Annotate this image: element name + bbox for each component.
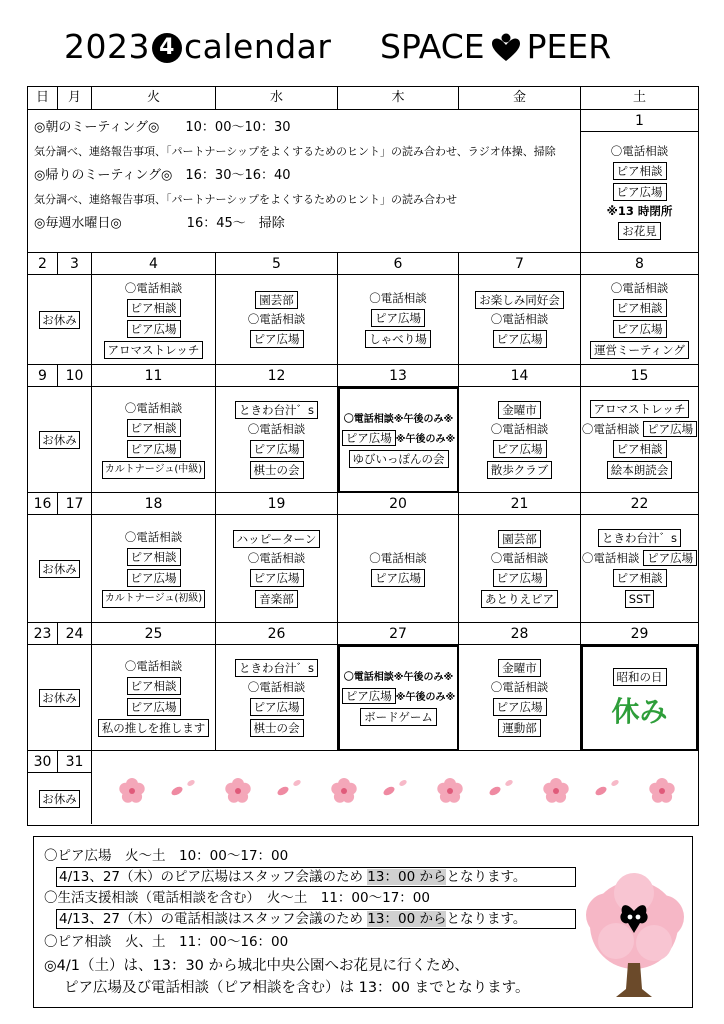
event: しゃべり場 (365, 330, 431, 348)
event: ゆびいっぽんの会 (349, 450, 449, 468)
weekday-fri: 金 (459, 87, 581, 110)
day-cell-13 (338, 387, 459, 493)
event: カルトナージュ(中級) (102, 461, 205, 479)
day-cell-15 (581, 387, 698, 493)
sakura-petal-icon (398, 779, 407, 787)
event: アロマストレッチ (104, 341, 204, 359)
sakura-garland-icon (92, 751, 698, 824)
event: 〇電話相談 (581, 551, 640, 565)
day-number: 12 (216, 365, 338, 387)
off-label: お休み (39, 689, 80, 707)
note-text: となります。 (446, 869, 527, 885)
weekday-sun: 日 (28, 87, 58, 110)
event: 〇電話相談 (247, 550, 306, 565)
event: 〇電話相談 (247, 679, 306, 694)
weekday-sat: 土 (581, 87, 698, 110)
day-cell-18 (92, 515, 216, 623)
weekend-off-cell (28, 387, 92, 493)
event: ピア広場 (371, 569, 425, 587)
event: ピア広場 (342, 688, 396, 704)
event: 〇電話相談 (490, 679, 549, 694)
event: 棋士の会 (250, 719, 304, 737)
off-label: お休み (39, 431, 80, 449)
sakura-petal-icon (594, 785, 608, 797)
day-cell-27 (338, 645, 459, 751)
day-number: 9 (28, 365, 58, 387)
day-number: 19 (216, 493, 338, 515)
event: ピア相談 (127, 677, 181, 695)
day-number: 27 (338, 623, 459, 645)
day-number: 28 (459, 623, 581, 645)
holiday-name: 昭和の日 (613, 668, 667, 686)
event: SST (625, 590, 655, 608)
event: ピア相談 (613, 569, 667, 587)
event: ボードゲーム (360, 708, 437, 726)
event: 〇電話相談 (124, 529, 183, 544)
event: 音楽部 (255, 590, 298, 608)
event-hanami: お花見 (618, 222, 661, 240)
calendar-title (64, 22, 331, 72)
event: 〇電話相談 (581, 422, 640, 436)
event-phone: 〇電話相談 (610, 144, 669, 158)
event: 園芸部 (255, 291, 298, 309)
event: 〇電話相談 (247, 312, 306, 326)
event: カルトナージュ(初級) (102, 590, 205, 608)
cherry-tree-icon (582, 873, 686, 1003)
event: あとりえピア (481, 590, 558, 608)
event: ピア広場 (493, 330, 547, 348)
event: 〇電話相談 (490, 312, 549, 326)
event: アロマストレッチ (590, 400, 690, 418)
event: ときわ台汁゛s (235, 659, 318, 677)
day-number: 26 (216, 623, 338, 645)
day-number: 15 (581, 365, 698, 387)
event: ときわ台汁゛s (598, 529, 681, 547)
meetings-text (34, 116, 556, 236)
evening-meeting-desc: 気分調べ、連絡報告事項、「パートナーシップをよくするためのヒント」の読み合わせ (34, 193, 458, 206)
day-number: 30 (28, 751, 58, 773)
event: ピア相談 (127, 299, 181, 317)
title-word: calendar (183, 27, 332, 66)
event: ピア相談 (127, 548, 181, 566)
off-label: お休み (39, 311, 80, 329)
event: ピア広場 (643, 550, 697, 566)
weekend-off-cell (28, 645, 92, 751)
event: 金曜市 (498, 659, 541, 677)
event: ピア広場 (127, 698, 181, 716)
sakura-petal-icon (610, 779, 619, 787)
title-bar (0, 22, 724, 72)
note-life-support: 〇生活支援相談（電話相談を含む） 火〜土 11：00〜17：00 (44, 890, 430, 906)
event: 〇電話相談 (247, 421, 306, 436)
day-number: 3 (58, 253, 92, 275)
event: 〇電話相談※午後のみ※ (343, 414, 454, 425)
note-highlight: 13：00 から (367, 911, 447, 927)
day-number: 13 (338, 365, 459, 387)
event: ハッピーターン (233, 530, 321, 548)
month-badge: 4 (152, 33, 182, 63)
day-cell-14 (459, 387, 581, 493)
off-label: お休み (39, 560, 80, 578)
meetings-block (28, 110, 581, 253)
sakura-petal-icon (488, 785, 502, 797)
event: ピア相談 (127, 419, 181, 437)
sakura-flower-icon (331, 778, 356, 803)
event: ピア広場 (493, 698, 547, 716)
morning-meeting-desc: 気分調べ、連絡報告事項、「パートナーシップをよくするためのヒント」の読み合わせ、ラジオ体操、掃除 (34, 145, 556, 158)
sakura-petal-icon (504, 779, 513, 787)
day-number: 14 (459, 365, 581, 387)
note-hanami: ◎4/1（土）は、13：30 から城北中央公園へお花見に行くため、 (44, 958, 469, 974)
sakura-flower-icon (543, 778, 568, 803)
event: 〇電話相談 (369, 291, 427, 305)
event: ときわ台汁゛s (235, 401, 318, 419)
event-note: ※午後のみ※ (395, 692, 456, 703)
day-number: 23 (28, 623, 58, 645)
event-note: ※午後のみ※ (395, 434, 456, 445)
day-number: 16 (28, 493, 58, 515)
heart-spade-icon (491, 32, 521, 62)
event: 金曜市 (498, 401, 541, 419)
day-cell-5 (216, 275, 338, 365)
day-number: 5 (216, 253, 338, 275)
event-close-note: ※13 時閉所 (606, 204, 673, 218)
event: 〇電話相談 (124, 658, 183, 673)
sakura-flower-icon (437, 778, 462, 803)
event: お楽しみ同好会 (475, 291, 564, 309)
event: ピア広場 (250, 330, 304, 348)
sakura-decoration (92, 751, 698, 824)
day-number: 22 (581, 493, 698, 515)
note-text: 4/13、27（木）の電話相談はスタッフ会議のため (59, 911, 368, 927)
event: ピア広場 (250, 698, 304, 716)
event: 〇電話相談 (490, 550, 549, 565)
day-number: 1 (581, 110, 698, 132)
event: 運営ミーティング (590, 341, 689, 359)
note-text: 4/13、27（木）のピア広場はスタッフ会議のため (59, 869, 368, 885)
event: ピア広場 (342, 430, 396, 446)
day-number: 11 (92, 365, 216, 387)
day-number: 31 (58, 751, 92, 773)
day-number: 25 (92, 623, 216, 645)
sakura-flower-icon (649, 778, 674, 803)
event: 〇電話相談 (124, 400, 183, 415)
event: 〇電話相談※午後のみ※ (343, 672, 454, 683)
brand-left: SPACE (380, 27, 485, 66)
day-cell-7 (459, 275, 581, 365)
day-number: 17 (58, 493, 92, 515)
notes-box (33, 836, 693, 1008)
note-hanami-hours: ピア広場及び電話相談（ピア相談を含む）は 13：00 までとなります。 (64, 980, 530, 996)
day-number: 10 (58, 365, 92, 387)
event-peer-plaza: ピア広場 (613, 183, 667, 201)
day-number: 18 (92, 493, 216, 515)
event-peer-consult: ピア相談 (613, 162, 667, 180)
weekday-tue: 火 (92, 87, 216, 110)
weekday-mon: 月 (58, 87, 92, 110)
day-number: 21 (459, 493, 581, 515)
weekday-thu: 木 (338, 87, 459, 110)
event: ピア広場 (371, 309, 425, 327)
event: 園芸部 (498, 530, 541, 548)
event: 〇電話相談 (369, 550, 427, 565)
weekend-off-cell (28, 515, 92, 623)
wednesday-cleaning: ◎毎週水曜日◎ 16：45〜 掃除 (34, 216, 285, 231)
event: ピア広場 (613, 320, 667, 338)
title-year: 2023 (64, 27, 150, 66)
day-cell-19 (216, 515, 338, 623)
sakura-petal-icon (276, 785, 290, 797)
event: 〇電話相談 (610, 280, 669, 295)
day-number: 2 (28, 253, 58, 275)
evening-meeting-title: ◎帰りのミーティング◎ 16：30〜16：40 (34, 168, 291, 183)
sakura-petal-icon (382, 785, 396, 797)
day-cell-1 (581, 132, 698, 253)
event: ピア広場 (493, 569, 547, 587)
note-text: となります。 (446, 911, 527, 927)
event: ピア広場 (250, 440, 304, 458)
day-cell-25 (92, 645, 216, 751)
day-cell-4 (92, 275, 216, 365)
sakura-flower-icon (225, 778, 250, 803)
event: 私の推しを推します (98, 719, 210, 737)
day-number: 20 (338, 493, 459, 515)
event: 〇電話相談 (124, 280, 183, 295)
day-cell-20 (338, 515, 459, 623)
event: ピア広場 (250, 569, 304, 587)
event: 〇電話相談 (490, 421, 549, 436)
event: ピア広場 (127, 569, 181, 587)
event: ピア広場 (643, 421, 697, 437)
weekday-wed: 水 (216, 87, 338, 110)
sakura-petal-icon (292, 779, 301, 787)
day-cell-22 (581, 515, 698, 623)
day-cell-8 (581, 275, 698, 365)
day-number: 4 (92, 253, 216, 275)
day-number: 7 (459, 253, 581, 275)
brand-right: PEER (526, 27, 612, 66)
day-cell-12 (216, 387, 338, 493)
holiday-rest-label: 休み (611, 695, 668, 728)
day-number: 8 (581, 253, 698, 275)
off-label: お休み (39, 790, 80, 808)
calendar-grid (27, 86, 699, 826)
day-number: 24 (58, 623, 92, 645)
event: ピア広場 (493, 440, 547, 458)
day-number: 29 (581, 623, 698, 645)
sakura-flower-icon (119, 778, 144, 803)
event: ピア相談 (613, 440, 667, 458)
note-peer-consult: 〇ピア相談 火、土 11：00〜16：00 (44, 934, 289, 950)
weekend-off-cell (28, 275, 92, 365)
event: ピア広場 (127, 320, 181, 338)
note-highlight: 13：00 から (367, 869, 447, 885)
event: ピア相談 (613, 299, 667, 317)
event: 棋士の会 (250, 461, 304, 479)
day-cell-28 (459, 645, 581, 751)
event: 散歩クラブ (487, 461, 553, 479)
event: 絵本朗読会 (607, 461, 673, 479)
note-peer-plaza-change (56, 867, 576, 887)
brand-logo (380, 22, 611, 72)
day-number: 6 (338, 253, 459, 275)
event: 運動部 (498, 719, 541, 737)
morning-meeting-title: ◎朝のミーティング◎ 10：00〜10：30 (34, 120, 291, 135)
day-cell-21 (459, 515, 581, 623)
day-cell-26 (216, 645, 338, 751)
day-cell-6 (338, 275, 459, 365)
day-cell-11 (92, 387, 216, 493)
day-cell-29 (581, 645, 698, 751)
sakura-petal-icon (170, 785, 184, 797)
sakura-petal-icon (186, 779, 195, 787)
weekend-off-cell (28, 773, 92, 824)
event: ピア広場 (127, 440, 181, 458)
note-phone-change (56, 909, 576, 929)
note-peer-plaza: 〇ピア広場 火〜土 10：00〜17：00 (44, 848, 289, 864)
